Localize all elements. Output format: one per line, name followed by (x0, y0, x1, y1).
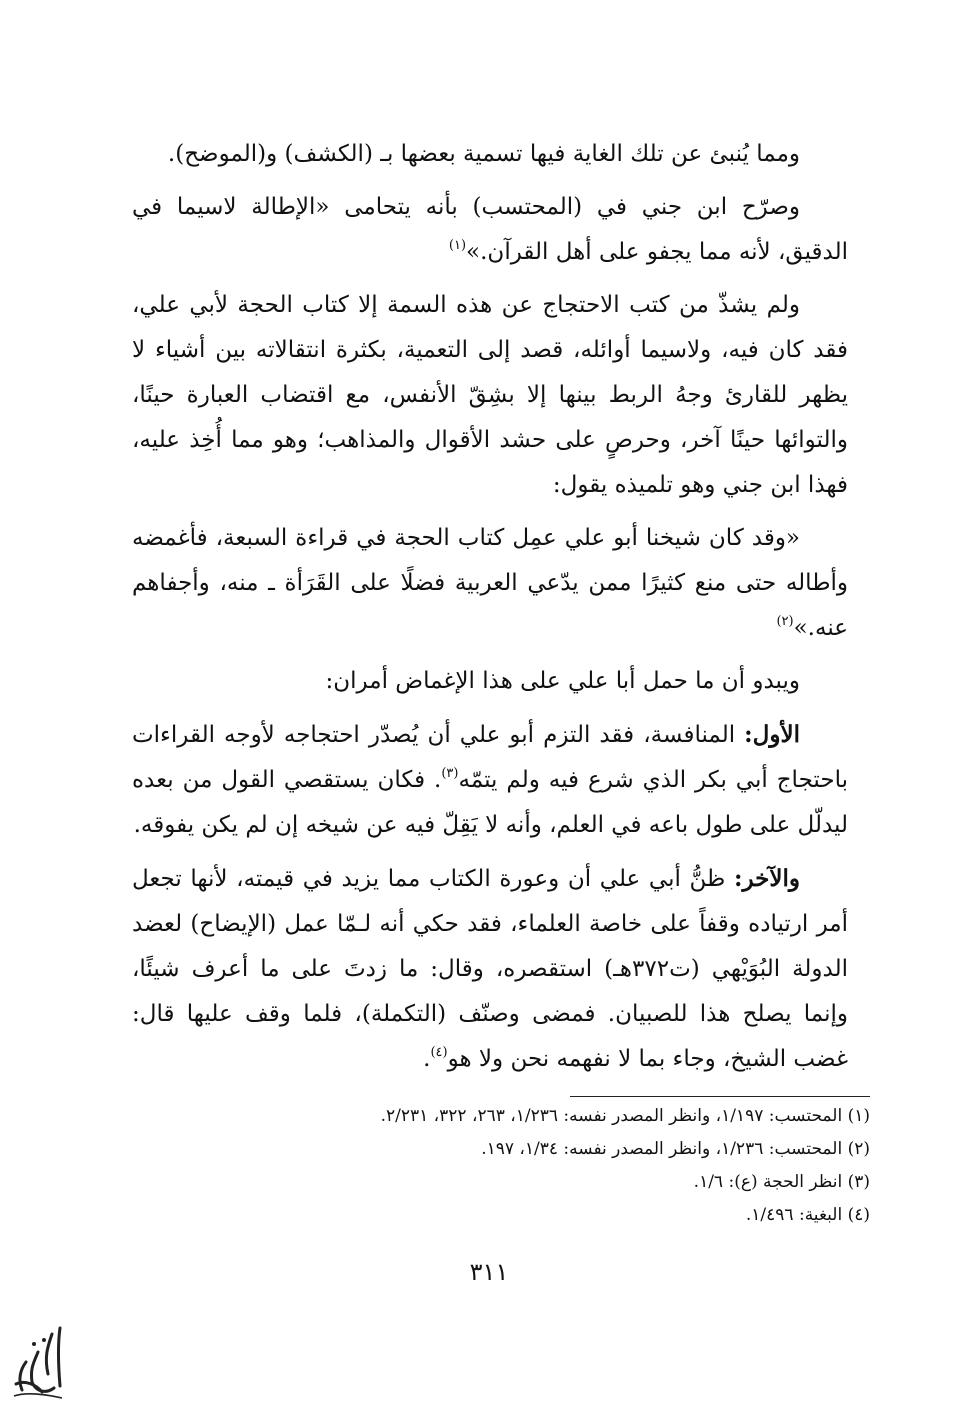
first-reason-label: الأول: (744, 721, 800, 748)
footnote-divider (570, 1096, 870, 1097)
main-text (132, 132, 848, 1090)
paragraph-6-first-reason: الأول: المنافسة، فقد التزم أبو علي أن يُصدّر احتجاجه لأوجه القراءات باحتجاج أبي بكر الذي شرع فيه ولم يتمّه$^{(٣)}$. فكان يستقصي القول من بعده ليدلّل على طول باعه في العلم، وأنه لا يَقِلّ فيه عن شيخه إن لم يكن يفوقه. (132, 721, 848, 838)
footnote-ref-1[interactable]: (١) (448, 238, 467, 253)
footnote-2: (٢) المحتسب: ١/٢٣٦، وانظر المصدر نفسه: ١/٣٤، ١٩٧. (481, 1139, 870, 1159)
paragraph-2: وصرّح ابن جني في (المحتسب) بأنه يتحامى «الإطالة لاسيما في الدقيق، لأنه مما يجفو على أهل القرآن.»$^{(١)}$ (132, 194, 848, 265)
paragraph-3: ولم يشذّ من كتب الاحتجاج عن هذه السمة إلا كتاب الحجة لأبي علي، فقد كان فيه، ولاسيما أوائله، قصد إلى التعمية، بكثرة انتقالاته بين أشياء لا يظهر للقارئ وجهُ الربط بينها إلا بشِقّ الأنفس، مع اقتضاب العبارة حينًا، والتوائها حينًا آخر، وحرصٍ على حشد الأقوال والمذاهب؛ وهو مما أُخِذ عليه، فهذا ابن جني وهو تلميذه يقول: (132, 292, 848, 498)
footnote-3: (٣) انظر الحجة (ع): ١/٦. (693, 1172, 870, 1192)
footnote-1: (١) المحتسب: ١/١٩٧، وانظر المصدر نفسه: ١/٢٣٦، ٢٦٣، ٣٢٢، ٢/٢٣١. (380, 1106, 870, 1126)
paragraph-4-quote: «وقد كان شيخنا أبو علي عمِل كتاب الحجة في قراءة السبعة، فأغمضه وأطاله حتى منع كثيرًا ممن يدّعي العربية فضلًا على القَرَأة ـ منه، وأجفاهم عنه.»$^{(٢)}$ (132, 525, 848, 641)
footnote-ref-2[interactable]: (٢) (776, 614, 794, 629)
footnote-ref-3[interactable]: (٣) (441, 766, 459, 781)
second-reason-label: والآخر: (733, 865, 800, 892)
page-number: ٣١١ (469, 1258, 509, 1286)
footnotes (132, 1100, 870, 1232)
footnote-4: (٤) البغية: ١/٤٩٦. (745, 1205, 870, 1225)
paragraph-1: ومما يُنبئ عن تلك الغاية فيها تسمية بعضها بـ (الكشف) و(الموضح). (167, 141, 800, 167)
paragraph-7-second-reason: والآخر: ظنُّ أبي علي أن وعورة الكتاب مما يزيد في قيمته، لأنها تجعل أمر ارتياده وقفاً على خاصة العلماء، فقد حكي أنه لـمّا عمل (الإيضاح) لعضد الدولة البُوَيْهي (ت٣٧٢هـ) استقصره، وقال: ما زدتَ على ما أعرف شيئًا، وإنما يصلح هذا للصبيان. فمضى وصنّف (التكملة)، فلما وقف عليها قال: غضب الشيخ، وجاء بما لا نفهمه نحن ولا هو$^{(٤)}$. (132, 865, 848, 1072)
paragraph-5: ويبدو أن ما حمل أبا علي على هذا الإغماض أمران: (325, 668, 800, 694)
calligraphy-stamp-logo (8, 1322, 68, 1404)
footnote-ref-4[interactable]: (٤) (430, 1045, 448, 1060)
